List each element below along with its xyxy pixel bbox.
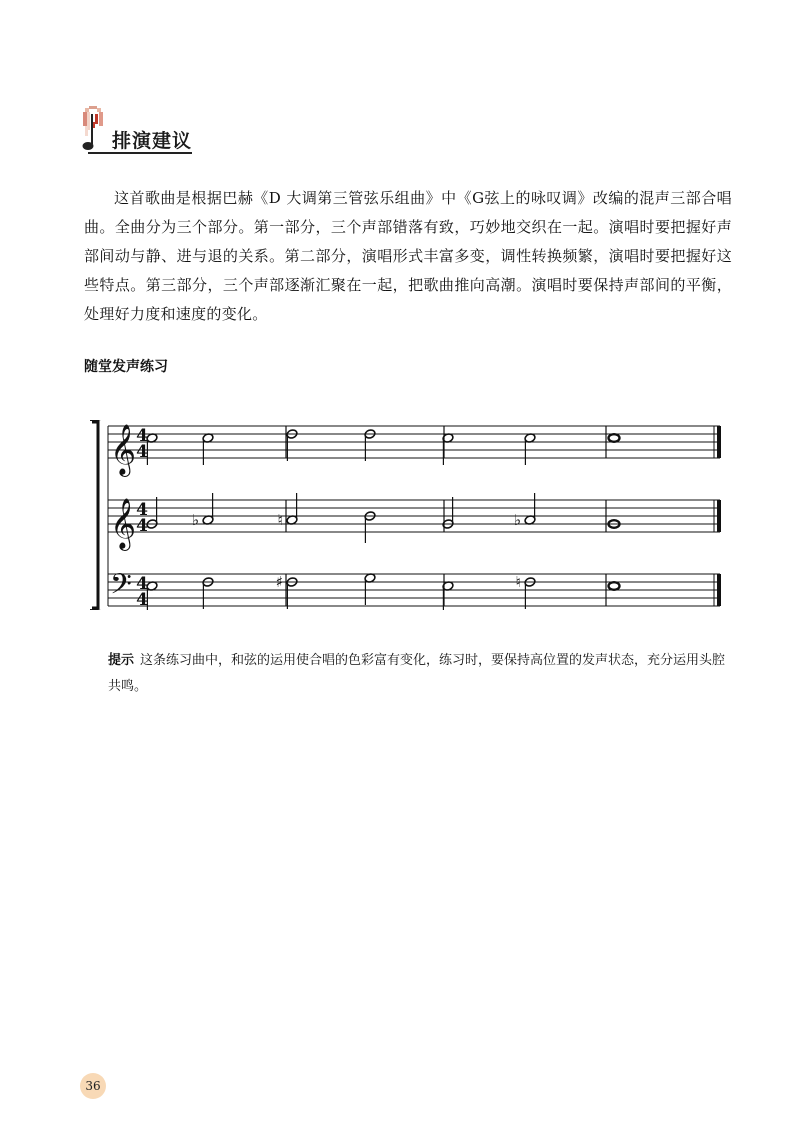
music-score: [78, 420, 738, 610]
hint-label: 提示: [108, 653, 135, 668]
natural-icon: ♮: [515, 573, 521, 591]
time-signature-top: 4: [136, 574, 148, 594]
flat-icon: ♭: [191, 511, 199, 529]
final-bar-thick: [717, 574, 721, 606]
time-signature-bottom: 4: [136, 590, 148, 610]
whole-note: [609, 582, 620, 590]
section-underline: [88, 152, 192, 154]
page-number: 36: [80, 1073, 106, 1099]
time-signature-top: 4: [136, 426, 148, 446]
music-note-icon: [82, 106, 108, 156]
hint-paragraph: [108, 648, 734, 700]
final-bar-thick: [717, 426, 721, 458]
time-signature-top: 4: [136, 500, 148, 520]
system-bracket: [92, 422, 98, 608]
natural-icon: ♮: [277, 511, 283, 529]
time-signature-bottom: 4: [136, 516, 148, 536]
treble-clef-icon: 𝄞: [110, 498, 137, 549]
flat-icon: ♭: [513, 511, 521, 529]
body-paragraph: 这首歌曲是根据巴赫《D 大调第三管弦乐组曲》中《G弦上的咏叹调》改编的混声三部合唱曲。全曲分为三个部分。第一部分，三个声部错落有致，巧妙地交织在一起。演唱时要把握好声部间动与静、进与退的关系。第二部分，演唱形式丰富多变，调性转换频繁，演唱时要把握好这些特点。第三部分，三个声部逐渐汇聚在一起，把歌曲推向高潮。演唱时要保持声部间的平衡，处理好力度和速度的变化。: [84, 189, 732, 323]
bass-clef-icon: 𝄢: [110, 568, 132, 608]
section-title: 排演建议: [112, 130, 193, 152]
time-signature-bottom: 4: [136, 442, 148, 462]
final-bar-thick: [717, 500, 721, 532]
whole-note: [609, 434, 620, 442]
sharp-icon: ♯: [275, 573, 283, 591]
treble-clef-icon: 𝄞: [110, 424, 137, 475]
hint-text: 这条练习曲中，和弦的运用使合唱的色彩富有变化，练习时，要保持高位置的发声状态，充分运用头腔共鸣。: [108, 653, 726, 694]
exercise-title: 随堂发声练习: [84, 359, 168, 375]
section-heading: [82, 106, 212, 158]
